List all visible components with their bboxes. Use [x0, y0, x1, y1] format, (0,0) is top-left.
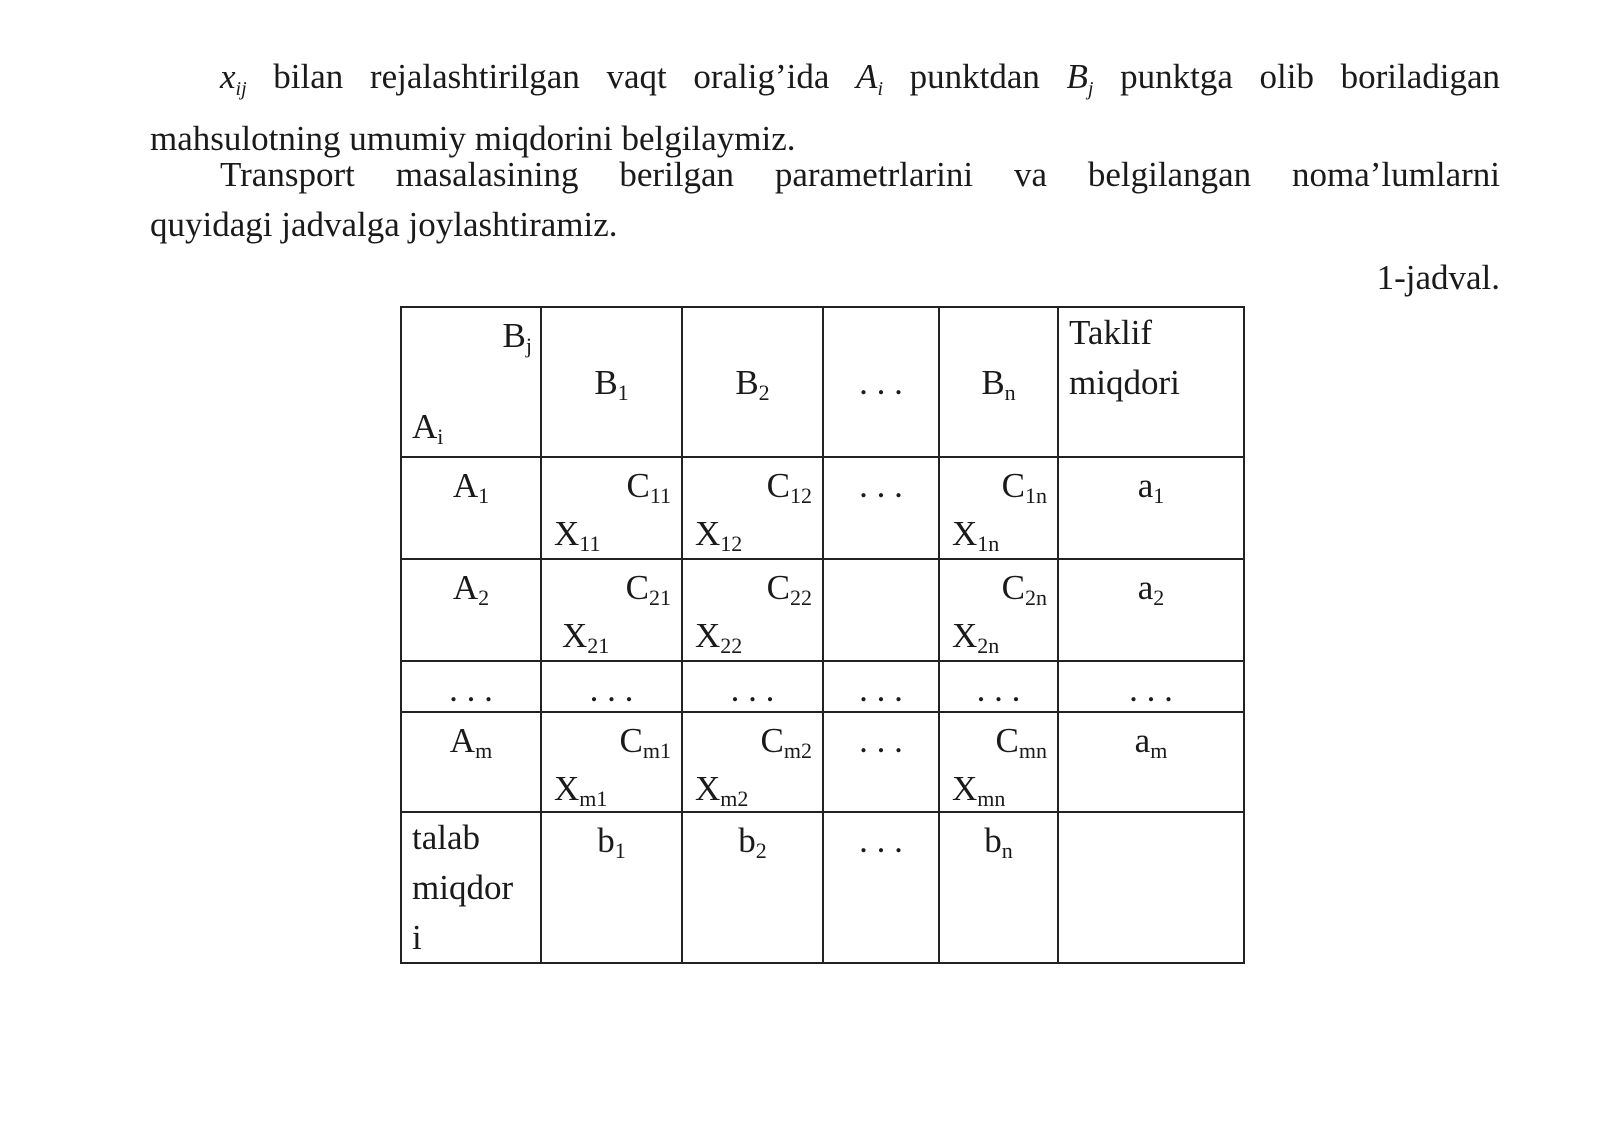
text-c: punktga olib boriladigan — [1093, 57, 1500, 96]
demand-label: talab miqdor i — [412, 818, 514, 957]
ellipsis-cell: . . . — [541, 661, 682, 712]
table-row — [401, 457, 1244, 559]
supply-a1: a1 — [1058, 457, 1244, 559]
corner-ai: Ai — [412, 407, 444, 449]
row-label-a1: A1 — [401, 457, 541, 559]
ellipsis-cell: . . . — [1058, 661, 1244, 712]
var-x: x — [220, 57, 236, 96]
supply-a2: a2 — [1058, 559, 1244, 661]
var-a: A — [856, 57, 878, 96]
cell-2-1: C21 X21 — [541, 559, 682, 661]
cell-1-dots: . . . — [823, 457, 939, 559]
cell-m-dots: . . . — [823, 712, 939, 812]
col-header-b1: B1 — [541, 307, 682, 457]
col-header-b2: B2 — [682, 307, 823, 457]
demand-b1: b1 — [541, 812, 682, 963]
cell-m-1: Cm1 Xm1 — [541, 712, 682, 812]
corner-bj: Bj — [502, 316, 532, 358]
table-caption: 1-jadval. — [1376, 258, 1500, 297]
cell-m-2: Cm2 Xm2 — [682, 712, 823, 812]
table-row — [401, 559, 1244, 661]
table-row — [401, 712, 1244, 812]
cell-2-2: C22 X22 — [682, 559, 823, 661]
col-header-bn: Bn — [939, 307, 1058, 457]
row-label-a2: A2 — [401, 559, 541, 661]
cell-1-2: C12 X12 — [682, 457, 823, 559]
cell-2-dots — [823, 559, 939, 661]
demand-label-cell — [401, 812, 541, 963]
demand-bn: bn — [939, 812, 1058, 963]
paragraph-1 — [150, 52, 1500, 164]
supply-am: am — [1058, 712, 1244, 812]
demand-total — [1058, 812, 1244, 963]
paragraph-2-line-1: Transport masalasining berilgan parametrlarini va belgilangan noma’lumlarni — [220, 155, 1500, 194]
col-header-dots: . . . — [823, 307, 939, 457]
demand-b2: b2 — [682, 812, 823, 963]
cell-2-n: C2n X2n — [939, 559, 1058, 661]
ellipsis-cell: . . . — [823, 661, 939, 712]
paragraph-1-line-1 — [150, 52, 1500, 114]
ellipsis-row — [401, 661, 1244, 712]
cell-m-n: Cmn Xmn — [939, 712, 1058, 812]
demand-row — [401, 812, 1244, 963]
var-x-sub: ij — [235, 78, 247, 100]
var-a-sub: i — [877, 78, 883, 100]
paragraph-2 — [150, 150, 1500, 250]
col-header-supply — [1058, 307, 1244, 457]
text-a: bilan rejalashtirilgan vaqt oralig’ida — [246, 57, 857, 96]
paragraph-1-line-2: mahsulotning umumiy miqdorini belgilaymiz. — [150, 119, 796, 158]
row-label-am: Am — [401, 712, 541, 812]
text-b: punktdan — [883, 57, 1067, 96]
header-row — [401, 307, 1244, 457]
ellipsis-cell: . . . — [939, 661, 1058, 712]
transport-table — [400, 306, 1245, 964]
ellipsis-cell: . . . — [401, 661, 541, 712]
cell-1-n: C1n X1n — [939, 457, 1058, 559]
ellipsis-cell: . . . — [682, 661, 823, 712]
cell-1-1: C11 X11 — [541, 457, 682, 559]
paragraph-2-line-2: quyidagi jadvalga joylashtiramiz. — [150, 205, 618, 244]
supply-header-label: Taklif miqdori — [1069, 313, 1180, 402]
var-b: B — [1066, 57, 1088, 96]
corner-cell — [401, 307, 541, 457]
var-b-sub: j — [1087, 78, 1094, 100]
demand-dots: . . . — [823, 812, 939, 963]
